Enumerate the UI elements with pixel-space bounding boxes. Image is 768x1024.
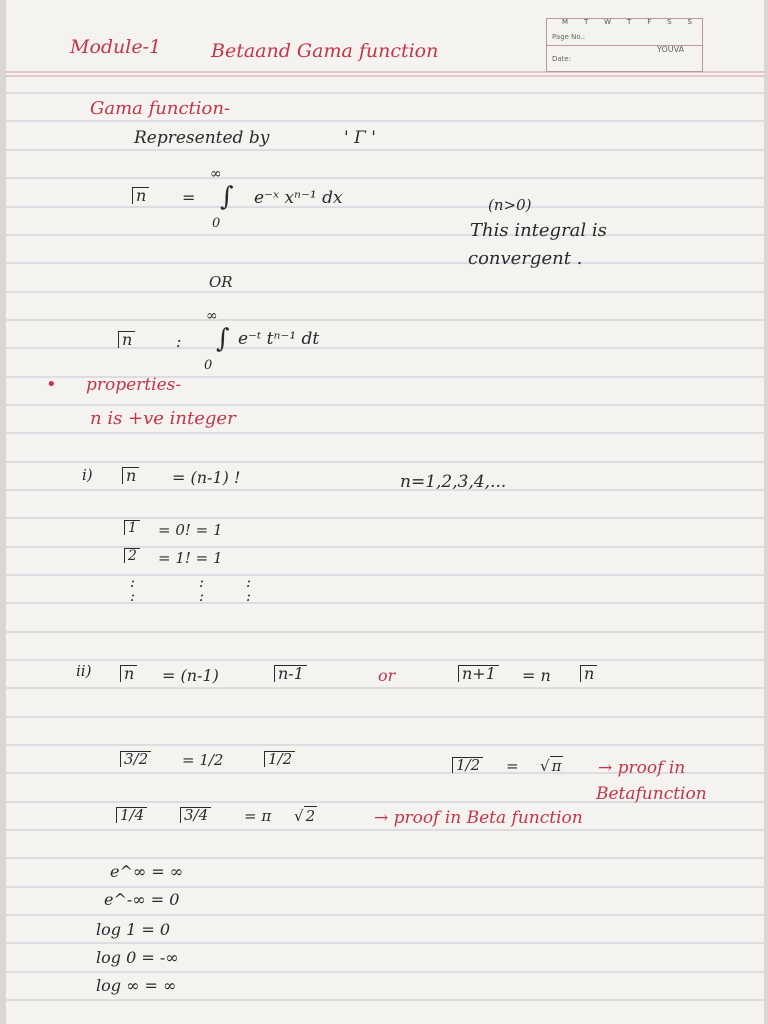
sqrt-bar: π xyxy=(551,757,562,775)
bullet-dot: • xyxy=(46,374,57,395)
def1-integrand: e⁻ˣ xⁿ⁻¹ dx xyxy=(254,188,343,208)
sqrt-bar: 2 xyxy=(305,807,316,825)
ex1-rhs: = 0! = 1 xyxy=(158,521,223,539)
prop1-range: n=1,2,3,4,... xyxy=(400,472,507,492)
prop2-alt-gam xyxy=(580,664,597,683)
def2-equals: : xyxy=(176,332,182,351)
properties-heading: properties- xyxy=(86,375,182,395)
integral-sign: ∫ xyxy=(216,324,230,354)
ex-c-g2 xyxy=(180,806,211,824)
def1-lower-limit: 0 xyxy=(212,216,221,231)
prop2-mid: = (n-1) xyxy=(162,666,219,685)
ex-a-lhs xyxy=(120,750,151,768)
prop2-alt-rhs: = n xyxy=(522,666,551,685)
dots-col2: : : xyxy=(199,573,205,605)
or-text: OR xyxy=(209,273,233,291)
gamma-bracket: n xyxy=(122,467,139,484)
def1-equals: = xyxy=(182,188,196,207)
module-title: Module-1 xyxy=(70,36,162,58)
day-su: S xyxy=(687,18,692,26)
gamma-symbol: ' Γ ' xyxy=(344,128,376,148)
def1-lhs xyxy=(132,186,149,205)
day-w: W xyxy=(604,18,612,26)
page-no-row xyxy=(547,27,702,46)
ex2-lhs xyxy=(124,548,140,564)
ex2-rhs: = 1! = 1 xyxy=(158,549,223,567)
gamma-bracket: n xyxy=(580,665,597,682)
gamma-bracket: 3/4 xyxy=(180,807,211,823)
gamma-bracket: 1/2 xyxy=(264,751,295,767)
date-label: Date: xyxy=(552,55,572,63)
dots-col3: : : xyxy=(246,573,252,605)
prop2-or: or xyxy=(378,666,396,685)
gamma-bracket: n+1 xyxy=(458,665,499,682)
page-no-label: Page No.: xyxy=(552,33,586,41)
day-th: T xyxy=(627,18,632,26)
gamma-bracket: 1/4 xyxy=(116,807,147,823)
limit-log-one: log 1 = 0 xyxy=(96,920,171,939)
page-info-box xyxy=(546,18,703,72)
notebook-page xyxy=(6,0,764,1024)
ex-c-note: → proof in Beta function xyxy=(374,808,583,828)
prop1-label: i) xyxy=(82,466,93,484)
gamma-bracket: 3/2 xyxy=(120,751,151,767)
gamma-bracket: n-1 xyxy=(274,665,307,682)
note-line2: convergent . xyxy=(468,248,583,269)
brand-logo: YOUVA xyxy=(657,45,685,54)
prop2-alt-lhs xyxy=(458,664,499,683)
ex-c-g1 xyxy=(116,806,147,824)
def2-lower-limit: 0 xyxy=(204,358,213,373)
ex-c-sqrt: √ 2 xyxy=(294,807,316,825)
gamma-bracket: 1 xyxy=(124,520,140,535)
gamma-bracket: n xyxy=(118,331,135,348)
prop2-label: ii) xyxy=(76,662,92,680)
day-m: M xyxy=(562,18,569,26)
ex-a-rhs: = 1/2 xyxy=(182,751,224,769)
limit-exp-inf: e^∞ = ∞ xyxy=(110,862,184,881)
limit-exp-neg-inf: e^-∞ = 0 xyxy=(104,890,180,909)
def2-integrand: e⁻ᵗ tⁿ⁻¹ dt xyxy=(238,329,320,349)
ex-b-lhs xyxy=(452,756,483,774)
day-s: S xyxy=(667,18,672,26)
topic-title: Betaand Gama function xyxy=(211,40,439,62)
properties-sub: n is +ve integer xyxy=(90,408,236,429)
ex-b-rhs: = xyxy=(506,757,519,775)
ex-c-rhs: = π xyxy=(244,807,272,825)
integral-sign: ∫ xyxy=(220,182,234,212)
gamma-bracket: n xyxy=(132,187,149,204)
ex-b-sqrt: √ π xyxy=(540,757,562,775)
prop2-gam xyxy=(274,664,307,683)
def1-upper-limit: ∞ xyxy=(210,166,222,182)
gamma-bracket: 1/2 xyxy=(452,757,483,773)
def2-lhs xyxy=(118,330,135,349)
note-line1: This integral is xyxy=(470,220,607,241)
day-f: F xyxy=(647,18,652,26)
limit-log-zero: log 0 = -∞ xyxy=(96,948,179,967)
prop1-rhs: = (n-1) ! xyxy=(172,468,241,487)
ex-a-gam xyxy=(264,750,295,768)
def2-upper-limit: ∞ xyxy=(206,308,218,324)
dots-col1: : : xyxy=(130,573,136,605)
condition: (n>0) xyxy=(488,196,532,214)
gamma-heading: Gama function- xyxy=(90,98,231,119)
day-t: T xyxy=(583,18,589,26)
gamma-bracket: 2 xyxy=(124,548,140,563)
gamma-bracket: n xyxy=(120,665,137,682)
ex-b-note1: → proof in xyxy=(598,758,686,778)
prop2-lhs xyxy=(120,664,137,683)
prop1-lhs xyxy=(122,466,139,485)
represented-text: Represented by xyxy=(134,128,270,148)
ex1-lhs xyxy=(124,520,140,536)
limit-log-inf: log ∞ = ∞ xyxy=(96,976,177,995)
ex-b-note2: Betafunction xyxy=(596,784,707,804)
